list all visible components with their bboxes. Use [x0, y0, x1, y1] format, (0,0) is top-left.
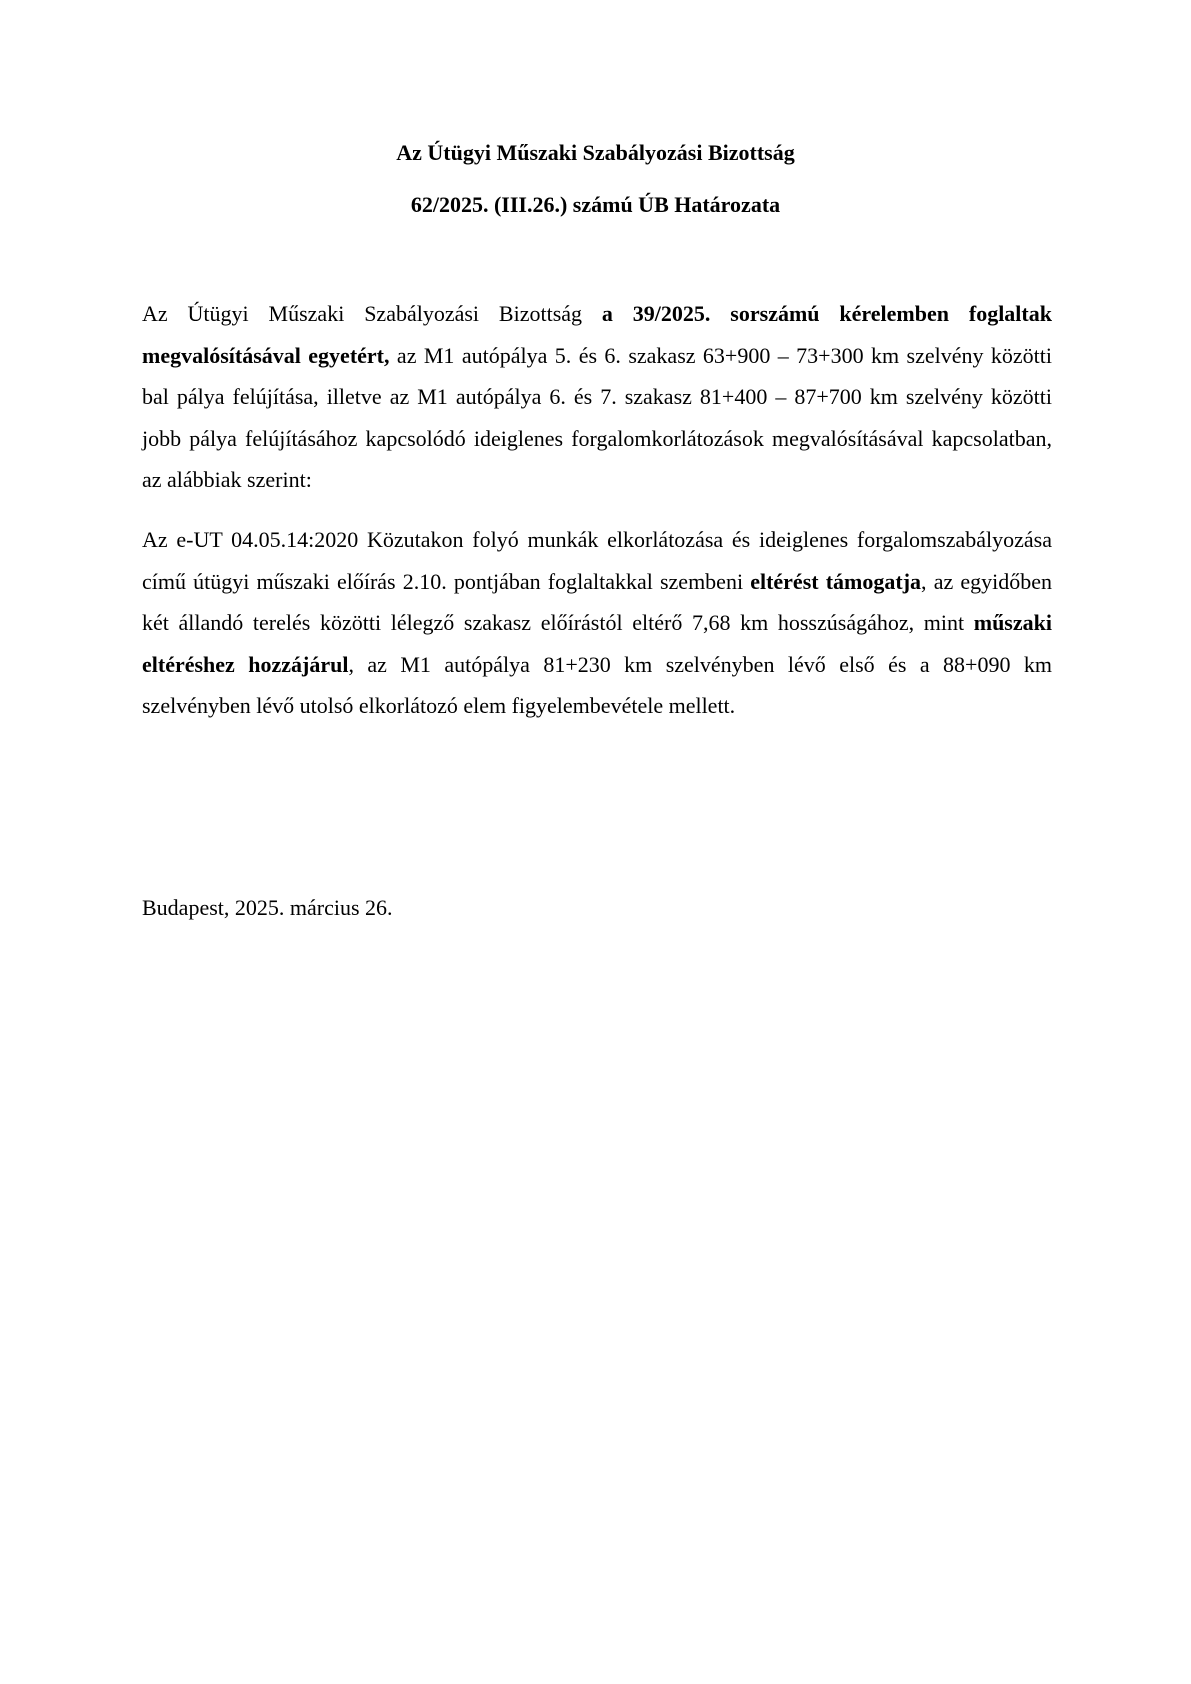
paragraph-deviation-text-2: , az egyidőben két állandó terelés közötti lélegző szakasz előírástól eltérő 7,68 km hosszúságához, mint — [142, 568, 1052, 635]
title-line-resolution: 62/2025. (III.26.) számú ÚB Határozata — [410, 192, 781, 217]
paragraph-deviation-bold-2: műszaki eltéréshez hozzájárul — [142, 610, 1052, 677]
title-line-committee: Az Útügyi Műszaki Szabályozási Bizottság — [396, 140, 795, 165]
paragraph-deviation-text-3: , az M1 autópálya 81+230 km szelvényben lévő első és a 88+090 km szelvényben lévő utolsó elkorlátozó elem figyelembevétele mellett. — [142, 651, 1052, 718]
paragraph-decision-bold: a 39/2025. sorszámú kérelemben foglaltak megvalósításával egyetért, — [142, 301, 1052, 368]
paragraph-deviation-text-1: Az e-UT 04.05.14:2020 Közutakon folyó munkák elkorlátozása és ideiglenes forgalomszabályozása című útügyi műszaki előírás 2.10. pontjában foglaltakkal szembeni — [142, 527, 1052, 594]
paragraph-deviation — [142, 519, 1052, 727]
document-title — [0, 138, 1191, 220]
paragraph-decision-text-2: az M1 autópálya 5. és 6. szakasz 63+900 – 73+300 km szelvény közötti bal pálya felújítása, illetve az M1 autópálya 6. és 7. szakasz 81+400 – 87+700 km szelvény közötti jobb pálya felújításához kapcsolódó ideiglenes forgalomkorlátozások megvalósításával kapcsolatban, az alábbiak szerint: — [142, 342, 1052, 492]
paragraph-deviation-bold-1: eltérést támogatja — [750, 568, 922, 594]
paragraph-decision-text-1: Az Útügyi Műszaki Szabályozási Bizottság — [142, 301, 602, 326]
place-and-date: Budapest, 2025. március 26. — [142, 895, 393, 920]
paragraph-decision — [142, 293, 1052, 501]
